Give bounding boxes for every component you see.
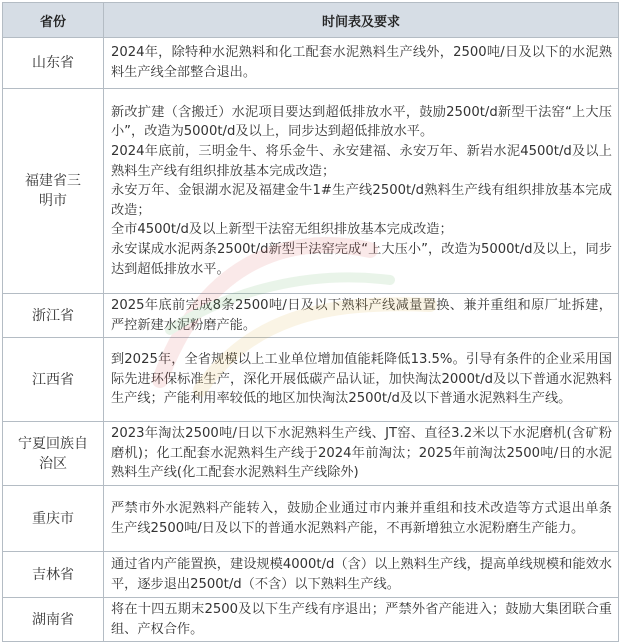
requirement-text: 2023年淘汰2500吨/日以下水泥熟料生产线、JT窑、直径3.2米以下水泥磨机(含矿粉磨机)；化工配套水泥熟料生产线于2024年前淘汰；2025年前淘汰2500吨/日的水泥熟料生产线(化工配套水泥熟料生产线除外) <box>111 426 612 481</box>
table-row <box>3 338 619 422</box>
table-row <box>3 294 619 338</box>
cement-capacity-table <box>2 2 619 642</box>
province-cell: 浙江省 <box>3 294 104 338</box>
table-row <box>3 598 619 642</box>
province-cell: 重庆市 <box>3 486 104 552</box>
header-row <box>3 3 619 38</box>
province-name: 宁夏回族自治区 <box>18 435 88 472</box>
requirement-text: 严禁市外水泥熟料产能转入，鼓励企业通过市内兼并重组和技术改造等方式退出单条生产线2500吨/日及以下的普通水泥熟料产能，不再新增独立水泥粉磨生产能力。 <box>111 501 612 536</box>
table-row <box>3 486 619 552</box>
table-row <box>3 422 619 486</box>
requirement-text: 全市4500t/d及以上新型干法窑无组织排放基本完成改造； <box>111 222 453 238</box>
requirement-cell <box>104 422 619 486</box>
requirement-cell <box>104 486 619 552</box>
header-province: 省份 <box>3 3 104 38</box>
province-cell <box>3 422 104 486</box>
table-row <box>3 89 619 294</box>
requirement-text: 到2025年，全省规模以上工业单位增加值能耗降低13.5%。引导有条件的企业采用国际先进环保标准生产，深化开展低碳产品认证，加快淘汰2000t/d及以下普通水泥熟料生产线；产能利用率较低的地区加快淘汰2500t/d及以下普通水泥熟料生产线。 <box>111 352 612 407</box>
table-row <box>3 552 619 598</box>
requirement-text: 将在十四五期末2500及以下生产线有序退出；严禁外省产能进入；鼓励大集团联合重组、产权合作。 <box>111 602 612 637</box>
requirement-text: 新改扩建（含搬迁）水泥项目要达到超低排放水平，鼓励2500t/d新型干法窑“上大压小”，改造为5000t/d及以上，同步达到超低排放水平。 <box>111 104 612 140</box>
requirement-cell <box>104 38 619 89</box>
province-cell: 山东省 <box>3 38 104 89</box>
requirement-cell <box>104 338 619 422</box>
table-row <box>3 38 619 89</box>
requirement-text: 永安谋成水泥两条2500t/d新型干法窑完成“上大压小”，改造为5000t/d及以上，同步达到超低排放水平。 <box>111 241 612 277</box>
province-cell: 湖南省 <box>3 598 104 642</box>
province-name: 福建省三明市 <box>25 173 81 209</box>
province-cell: 吉林省 <box>3 552 104 598</box>
requirement-cell <box>104 294 619 338</box>
requirement-cell <box>104 598 619 642</box>
province-cell <box>3 89 104 294</box>
requirement-cell <box>104 552 619 598</box>
requirement-text: 2024年底前，三明金牛、将乐金牛、永安建福、永安万年、新岩水泥4500t/d及以上熟料生产线有组织排放基本完成改造； <box>111 144 612 179</box>
province-cell: 江西省 <box>3 338 104 422</box>
requirement-text: 通过省内产能置换，建设规模4000t/d（含）以上熟料生产线，提高单线规模和能效水平，逐步退出2500t/d（不含）以下熟料生产线。 <box>111 557 612 592</box>
header-requirements: 时间表及要求 <box>104 3 619 38</box>
requirement-text: 2025年底前完成8条2500吨/日及以下熟料产线减量置换、兼并重组和原厂址拆建，严控新建水泥粉磨产能。 <box>111 298 612 333</box>
requirement-text: 2024年，除特种水泥熟料和化工配套水泥熟料生产线外，2500吨/日及以下的水泥熟料生产线全部整合退出。 <box>111 45 612 80</box>
requirement-text: 永安万年、金银湖水泥及福建金牛1#生产线2500t/d熟料生产线有组织排放基本完成改造； <box>111 183 612 218</box>
requirement-cell <box>104 89 619 294</box>
